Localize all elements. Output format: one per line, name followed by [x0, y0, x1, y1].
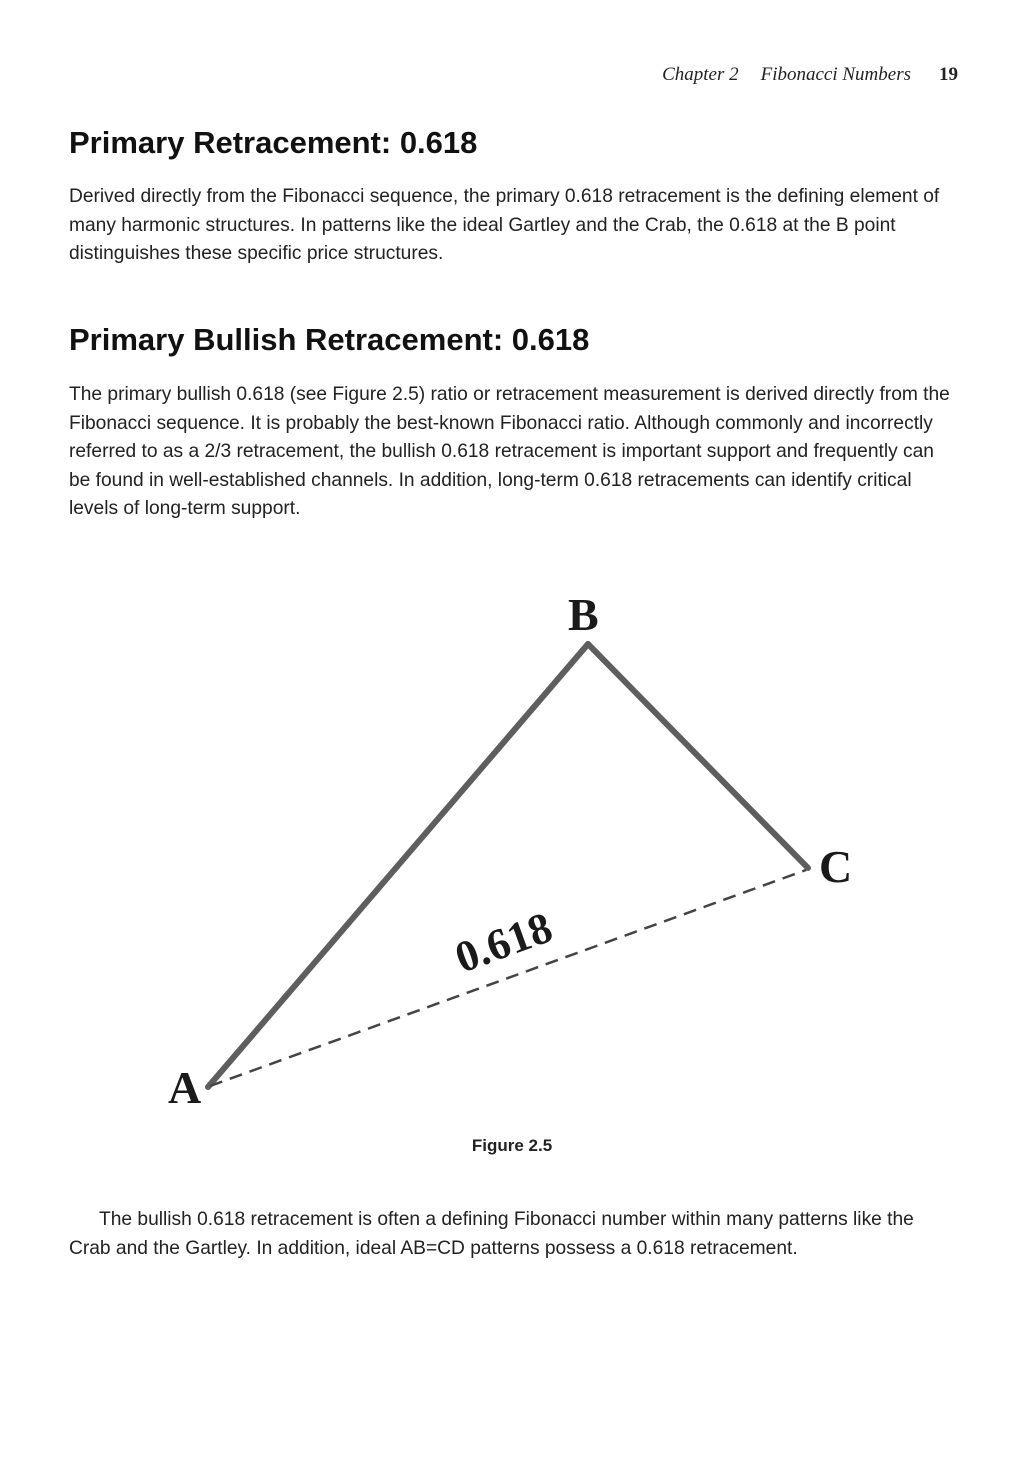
page-number: 19: [939, 64, 958, 85]
point-label-b: B: [568, 589, 599, 640]
running-head-chapter: Chapter 2: [662, 64, 739, 85]
paragraph-primary-retracement: Derived directly from the Fibonacci sequence, the primary 0.618 retracement is the defining element of many harmonic structures. In patterns like the ideal Gartley and the Crab, the 0.618 at the B point distinguishes these specific price structures.: [69, 186, 940, 264]
figure-2-5-diagram: [0, 560, 1024, 1120]
point-label-c: C: [819, 841, 853, 892]
section-heading-primary-bullish-retracement: Primary Bullish Retracement: 0.618: [69, 322, 590, 357]
leg-bc: [588, 644, 808, 868]
point-label-a: A: [168, 1062, 202, 1113]
section-heading-primary-retracement: Primary Retracement: 0.618: [69, 125, 478, 160]
figure-caption: Figure 2.5: [471, 1136, 553, 1155]
running-head-chapter-title: Fibonacci Numbers: [760, 64, 911, 85]
closing-paragraph: The bullish 0.618 retracement is often a defining Fibonacci number within many patterns like the Crab and the Gartley. In addition, ideal AB=CD patterns possess a 0.618 retracement.: [69, 1209, 914, 1259]
paragraph-primary-bullish-retracement: The primary bullish 0.618 (see Figure 2.5) ratio or retracement measurement is derived directly from the Fibonacci sequence. It is probably the best-known Fibonacci ratio. Although commonly and incorrectly referred to as a 2/3 retracement, the bullish 0.618 retracement is important support and frequently can be found in well-established channels. In addition, long-term 0.618 retracements can identify critical levels of long-term support.: [69, 384, 950, 519]
leg-ab: [208, 644, 588, 1087]
ratio-label: 0.618: [448, 902, 559, 983]
running-head: [0, 64, 958, 86]
